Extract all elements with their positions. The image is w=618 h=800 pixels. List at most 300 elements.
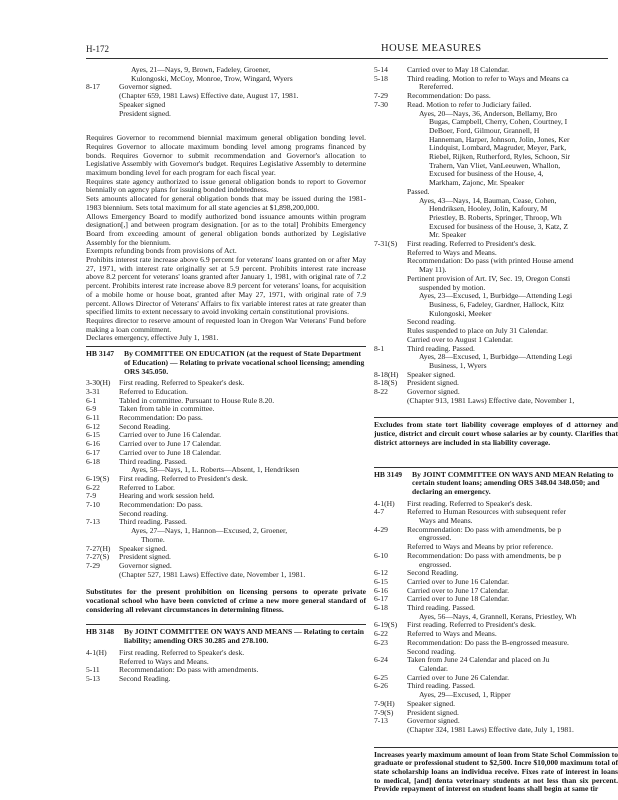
history-entry [374,674,618,683]
history-entry [374,379,618,388]
entry-text: Thorne. [141,535,165,544]
entry-date: 6-23 [374,637,388,647]
bill-title: By JOINT COMMITTEE ON WAYS AND MEAN Relating to certain student loans; amending ORS 348.04 348.050; and declaring an emergency. [412,469,614,496]
entry-text: Passed. [407,187,430,196]
entry-text: Third reading. Passed. [119,518,187,527]
entry-text: Carried over to June 26 Calendar. [407,673,510,682]
entry-date: 8-1 [374,343,385,353]
bill-id: HB 3149 [374,469,403,479]
entry-text: Referred to Education. [119,387,188,396]
entry-date: 6-17 [374,594,388,604]
entry-date [374,301,407,310]
history-entry [374,266,618,275]
entry-text: Third reading. Passed. [407,604,475,613]
summary-paragraph: Excludes from state tort liability coverage employes of d attorney and justice, district and circuit court whose salaries ar by county. Clarifies that district attorneys are included in sta liability coverage. [374,420,618,447]
entry-text: Carried over to May 18 Calendar. [407,66,510,74]
entry-date: 5-11 [86,665,100,675]
entry-text: Carried over to June 17 Calendar. [407,586,510,595]
history-entry [86,501,366,510]
history-entry [374,578,618,587]
entry-text: Ayes, 27—Nays, 1, Hannon—Excused, 2, Groener, [131,527,288,536]
entry-date [374,127,407,136]
entry-date [374,318,407,327]
entry-text: Speaker signed [119,100,166,109]
entry-text: DeBoer, Ford, Gilmour, Grannell, H [429,126,540,135]
entry-date [374,197,407,206]
entry-date: 7-9(H) [374,698,395,708]
history-entry [374,648,618,657]
entry-date [374,110,407,119]
entry-date: 7-30 [374,99,388,109]
history-entry [374,388,618,397]
history-entry [374,682,618,691]
entry-text: suspended by motion. [419,283,486,292]
entry-text: Ayes, 43—Nays, 14, Bauman, Cease, Cohen, [419,196,557,205]
history-entry [86,110,366,119]
entry-date: 4-7 [374,507,385,517]
entry-text: Tabled in committee. Pursuant to House Rule 8.20. [119,396,275,405]
entry-date: 6-1 [86,395,97,405]
entry-text: Recommendation: Do pass with amendments, be p [407,525,562,534]
entry-text: Ayes, 21—Nays, 9, Brown, Fadeley, Groener, [131,66,271,74]
history-entry [374,240,618,249]
history-entry [374,118,618,127]
entry-text: Third reading. Passed. [407,682,475,691]
history-entry [374,327,618,336]
entry-text: Kulongoski, McCoy, Monroe, Trow, Wingard, Wyers [131,74,293,83]
bill-title: By COMMITTEE ON EDUCATION (at the request of State Department of Education) — Relating to private vocational school licensing; amending ORS 345.050. [124,349,365,376]
entry-date: 6-12 [86,421,100,431]
history-entry [86,423,366,432]
history-entry [86,545,366,554]
summary-paragraph: Prohibits interest rate increase above 6.9 percent for veterans' loans granted on or after May 27, 1971, with interest rate originally set at 5.9 percent. Prohibits interest rate increase above 8.2 percent for veterans' loans granted after January 1, 1981, with original rate of 7.2 percent. Prohibits interest rate increase above 8.9 percent for veterans' loans, for acquisition of a mobile home or house boat, granted after May 27, 1971, with original rate of 7.9 percent. Allows Director of Veterans' Affairs to fix variable interest rates at rate greater than specified limits to extent necessary to avoid invoking certain constitutional provisions. [86,255,366,317]
entry-text: Taken from table in committee. [119,405,215,414]
history-entry [374,726,618,735]
entry-date: 6-25 [374,672,388,682]
entry-date [374,327,407,336]
hb3148-history [86,649,366,684]
entry-text: engrossed. [419,560,452,569]
history-entry [374,310,618,319]
entry-text: Recommendation: Do pass. [119,414,203,423]
history-entry [86,527,366,536]
history-entry [374,656,618,665]
history-entry [374,604,618,613]
entry-date [374,162,407,171]
entry-text: Referred to Ways and Means. [407,630,497,639]
history-entry [86,562,366,571]
history-entry [86,379,366,388]
summary-paragraph: Requires state agency authorized to issue general obligation bonds to report to Governor biennially on agency plans for issuing bonded indebtedness. [86,176,366,195]
history-entry [374,292,618,301]
entry-text: Ayes, 56—Nays, 4, Grannell, Kerans, Priestley, Wh [419,612,577,621]
entry-text: Carried over to August 1 Calendar. [407,335,513,344]
bill-heading-hb3149 [374,471,618,497]
entry-text: President signed. [119,553,171,562]
entry-date [86,92,119,101]
entry-date: 8-18(S) [374,378,398,388]
entry-date [374,726,407,735]
page-number: H-172 [86,44,109,54]
history-entry [374,336,618,345]
entry-date: 6-17 [86,447,100,457]
entry-date: 7-13 [86,517,100,527]
history-entry [374,136,618,145]
entry-text: Recommendation: Do pass with amendments, be p [407,551,562,560]
entry-text: (Chapter 527, 1981 Laws) Effective date, November 1, 1981. [119,570,306,579]
history-entry [374,561,618,570]
entry-text: Read. Motion to refer to Judiciary failed. [407,100,532,109]
entry-date: 7-13 [374,716,388,726]
history-entry [374,639,618,648]
entry-text: Second reading. [119,509,168,518]
history-entry [86,397,366,406]
entry-date: 4-29 [374,524,388,534]
entry-text: Business, 1, Wyers [429,361,487,370]
history-entry [86,518,366,527]
history-entry [86,649,366,658]
history-entry [86,414,366,423]
history-entry [374,301,618,310]
history-entry [374,709,618,718]
entry-date [374,188,407,197]
entry-date: 7-27(H) [86,543,111,553]
entry-date [86,66,119,75]
history-entry [86,492,366,501]
entry-text: Ayes, 29—Excused, 1, Ripper [419,691,511,700]
history-entry [374,621,618,630]
history-entry [374,162,618,171]
history-entry [86,388,366,397]
entry-text: Second Reading. [407,569,459,578]
entry-text: President signed. [119,109,171,118]
entry-date: 6-24 [374,655,388,665]
entry-date: 6-16 [374,585,388,595]
entry-text: Carried over to June 17 Calendar. [119,440,222,449]
history-entry [86,440,366,449]
hb3148-history-continued [374,66,618,405]
history-entry [374,552,618,561]
history-entry [86,666,366,675]
entry-text: Speaker signed. [407,699,456,708]
history-entry [86,83,366,92]
entry-text: Calendar. [419,665,448,673]
entry-date: 6-10 [374,550,388,560]
history-entry [374,170,618,179]
history-entry [374,717,618,726]
history-entry [86,553,366,562]
entry-date [374,153,407,162]
history-entry [374,318,618,327]
entry-text: Governor signed. [407,388,460,397]
history-entry [374,345,618,354]
entry-date [374,214,407,223]
entry-date: 8-18(H) [374,369,399,379]
summary-paragraph: Substitutes for the present prohibition on licensing persons to operate private vocational school who have been convicted of crime a new more general standard of considering all relevant circumstances in determining fitness. [86,587,366,614]
entry-date [86,110,119,119]
entry-text: Governor signed. [119,561,172,570]
history-entry [374,83,618,92]
right-column [374,66,618,794]
entry-text: Priestley, B. Roberts, Springer, Throop, Wh [429,213,562,222]
entry-date: 7-10 [86,500,100,510]
history-entry [374,500,618,509]
entry-date: 4-1(H) [374,498,395,508]
entry-date [374,284,407,293]
entry-text: Mr. Speaker [429,231,467,240]
entry-text: Second reading. [407,647,456,656]
history-entry [374,526,618,535]
history-entry [86,431,366,440]
entry-date: 6-15 [86,430,100,440]
entry-text: Recommendation: Do pass (with printed House amend [407,257,574,266]
entry-date: 6-16 [86,439,100,449]
entry-date: 3-30(H) [86,378,111,388]
entry-date: 6-22 [86,482,100,492]
bill-heading-hb3148 [86,628,366,645]
entry-text: Pertinent provision of Art. IV, Sec. 19, Oregon Consti [407,274,571,283]
entry-date: 7-27(S) [86,552,110,562]
entry-text: (Chapter 324, 1981 Laws) Effective date, July 1, 1981. [407,725,574,734]
entry-date: 7-31(S) [374,239,398,249]
summary-paragraph: Increases yearly maximum amount of loan from State Schol Commission to graduate or professional student to $2,500. Incre $10,000 maximum total of state scholarship loans an individua receive. Fixes rate of interest in loans to medical, [and] denta veterinary students at not less than six percent. Provide repayment of interest on student loans shall begin at same tir [374,749,618,794]
history-entry [86,66,366,75]
summary-paragraph: Exempts refunding bonds from provisions of Act. [86,246,237,256]
entry-text: Referred to Ways and Means by prior reference. [407,543,553,552]
history-entry [86,484,366,493]
entry-date: 6-26 [374,681,388,691]
history-entry [86,92,366,101]
history-entry [374,231,618,240]
entry-date: 6-18 [86,456,100,466]
entry-text: Third reading. Passed. [407,344,475,353]
entry-text: Ayes, 20—Nays, 36, Anderson, Bellamy, Bro [419,109,558,118]
entry-text: Governor signed. [119,83,172,92]
history-entry [86,466,366,475]
entry-date [374,534,407,543]
entry-date [374,249,407,258]
history-entry [374,101,618,110]
entry-date [374,266,407,275]
hb3149-history [374,500,618,735]
page-header [86,44,608,59]
entry-text: Rules suspended to place on July 31 Calendar. [407,327,548,336]
history-entry [374,595,618,604]
bill-title: By JOINT COMMITTEE ON WAYS AND MEANS — Relating to certain liability; amending ORS 30.285 and 278.100. [124,627,364,646]
history-entry [374,144,618,153]
history-entry [374,517,618,526]
entry-text: Referred to Ways and Means. [407,248,497,257]
history-entry [374,630,618,639]
entry-text: Referred to Human Resources with subsequent refer [407,508,566,517]
entry-text: First reading. Referred to Speaker's desk. [119,648,245,657]
history-entry [86,405,366,414]
entry-date [86,571,119,580]
entry-text: Recommendation: Do pass the B-engrossed measure. [407,638,569,647]
entry-date: 6-9 [86,404,97,414]
history-entry [86,571,366,580]
history-entry [374,665,618,674]
entry-text: Carried over to June 16 Calendar. [407,577,510,586]
left-column [86,66,366,684]
history-entry [374,362,618,371]
entry-date: 6-22 [374,629,388,639]
entry-text: Kulongoski, Meeker [429,309,492,318]
entry-text: Lindquist, Lombard, Magruder, Meyer, Park, [429,144,567,153]
entry-text: Recommendation: Do pass. [407,92,491,101]
history-entry [86,675,366,684]
entry-date: 3-31 [86,386,100,396]
history-entry [86,510,366,519]
entry-date: 7-29 [86,560,100,570]
history-entry [374,371,618,380]
entry-text: Taken from June 24 Calendar and placed on Ju [407,656,550,665]
entry-text: Carried over to June 18 Calendar. [407,595,510,604]
entry-text: Hearing and work session held. [119,492,215,501]
history-entry [374,353,618,362]
entry-date: 6-12 [374,568,388,578]
summary-paragraph: Sets amounts allocated for general obligation bonds that may be issued during the 1981-1983 biennium. Sets total maximum for all state agencies at $1,898,200,000. [86,194,366,212]
entry-date [374,292,407,301]
entry-date [374,136,407,145]
entry-text: First reading. Referred to President's desk. [119,474,248,483]
entry-text: Excused for business of the House, 4, [429,170,544,179]
entry-date: 5-18 [374,73,388,83]
entry-date: 4-1(H) [86,647,107,657]
entry-text: Ayes, 28—Excused, 1, Burbidge—Attending Legi [419,353,573,362]
history-entry [374,92,618,101]
entry-text: Excused for business of the House, 3, Katz, Z [429,222,568,231]
entry-date: 5-13 [86,674,100,683]
entry-text: President signed. [407,379,459,388]
entry-date [86,527,119,536]
entry-date: 6-18 [374,603,388,613]
history-entry [374,223,618,232]
history-entry [86,75,366,84]
history-entry [374,179,618,188]
entry-date [374,397,407,406]
history-entry [374,214,618,223]
history-entry [374,188,618,197]
entry-date [374,170,407,179]
summary-paragraph: Allows Emergency Board to modify authorized bond issuance amounts within program designation[,] and between program designation. [or as to the total] Prohibits Emergency Board from exceeding amount of general obligation bonds authorized by Legislative Assembly for the biennium. [86,211,366,247]
entry-date [374,144,407,153]
history-entry [374,534,618,543]
history-entry [374,284,618,293]
entry-date [374,353,407,362]
history-entry [86,101,366,110]
history-entry [374,110,618,119]
entry-text: Riebel, Rijken, Rutherford, Ryles, Schoon, Sir [429,153,571,162]
entry-date: 7-29 [374,91,388,101]
entry-text: First reading. Referred to President's desk. [407,240,536,249]
entry-text: First reading. Referred to Speaker's desk. [407,499,533,508]
entry-text: May 11). [419,266,447,275]
page-title: HOUSE MEASURES [381,43,482,54]
entry-text: Carried over to June 18 Calendar. [119,448,222,457]
entry-text: Ayes, 23—Excused, 1, Burbidge—Attending Legi [419,292,573,301]
history-entry [374,257,618,266]
summary-paragraph: Requires director to reserve amount of requested loan in Oregon War Veterans' Fund before making a loan commitment. [86,315,366,334]
entry-text: Rereferred. [419,83,454,92]
entry-date [374,310,407,319]
entry-text: Governor signed. [407,717,460,726]
history-entry [374,613,618,622]
hb3146-history [86,66,366,118]
entry-text: Ayes, 58—Nays, 1, L. Roberts—Absent, 1, Hendriksen [131,466,300,475]
entry-text: Hanneman, Harper, Johnson, Jolin, Jones, Ker [429,135,570,144]
entry-text: President signed. [407,708,459,717]
entry-text: Referred to Ways and Means. [119,657,209,666]
history-entry [374,66,618,75]
entry-date [86,101,119,110]
entry-date: 6-19(S) [374,620,398,630]
entry-text: Second Reading. [119,422,171,431]
entry-date: 7-9(S) [374,707,394,717]
history-entry [374,397,618,406]
entry-text: Second Reading. [119,675,171,683]
history-entry [374,543,618,552]
entry-date [374,118,407,127]
entry-date [374,179,407,188]
entry-text: Referred to Labor. [119,483,175,492]
entry-text: (Chapter 913, 1981 Laws) Effective date, November 1, [407,396,575,405]
history-entry [374,153,618,162]
history-entry [374,691,618,700]
bill-id: HB 3147 [86,349,115,359]
entry-text: Carried over to June 16 Calendar. [119,431,222,440]
summary-paragraph: Requires Governor to recommend biennial maximum general obligation bonding level. Requires Governor to allocate maximum bonding level among programs financed by bonds. Requires Governor to submit recommendation and Governor's allocation to Legislative Assembly with Governor's budget. Requires Legislative Assembly to determine maximum bonding level for each program for each fiscal year. [86,133,366,178]
entry-text: Recommendation: Do pass. [119,501,203,510]
entry-date: 5-14 [374,66,388,74]
entry-text: First reading. Referred to Speaker's desk. [119,379,245,388]
entry-date [374,275,407,284]
entry-text: Business, 6, Fadeley, Gardner, Hallock, Kitz [429,300,565,309]
entry-text: Third reading. Motion to refer to Ways and Means ca [407,74,569,83]
hb3147-history [86,379,366,579]
entry-date: 8-22 [374,387,388,397]
history-entry [86,449,366,458]
entry-text: Bugas, Campbell, Cherry, Cohen, Courtney, I [429,118,568,127]
history-entry [374,569,618,578]
history-entry [374,75,618,84]
history-entry [374,127,618,136]
history-entry [86,458,366,467]
bill-heading-hb3147 [86,350,366,376]
entry-date [374,205,407,214]
entry-date: 6-19(S) [86,473,110,483]
entry-text: Trahern, Van Vliet, VanLeeuwen, Whallon, [429,161,561,170]
entry-date: 6-11 [86,413,100,423]
history-entry [374,249,618,258]
history-entry [374,205,618,214]
history-entry [86,536,366,545]
history-entry [374,700,618,709]
entry-text: (Chapter 659, 1981 Laws) Effective date, August 17, 1981. [119,92,299,101]
entry-date [374,257,407,266]
entry-date: 6-15 [374,576,388,586]
entry-text: Third reading. Passed. [119,457,187,466]
entry-date [374,223,407,232]
entry-text: Speaker signed. [119,544,168,553]
bill-id: HB 3148 [86,627,115,637]
history-entry [374,587,618,596]
entry-text: Hendriksen, Hooley, Jolin, Kafoury, M [429,205,548,214]
entry-text: Recommendation: Do pass with amendments. [119,666,259,675]
entry-text: Second reading. [407,318,456,327]
entry-text: Ways and Means. [419,517,473,526]
summary-paragraph: Declares emergency, effective July 1, 1981. [86,333,219,343]
